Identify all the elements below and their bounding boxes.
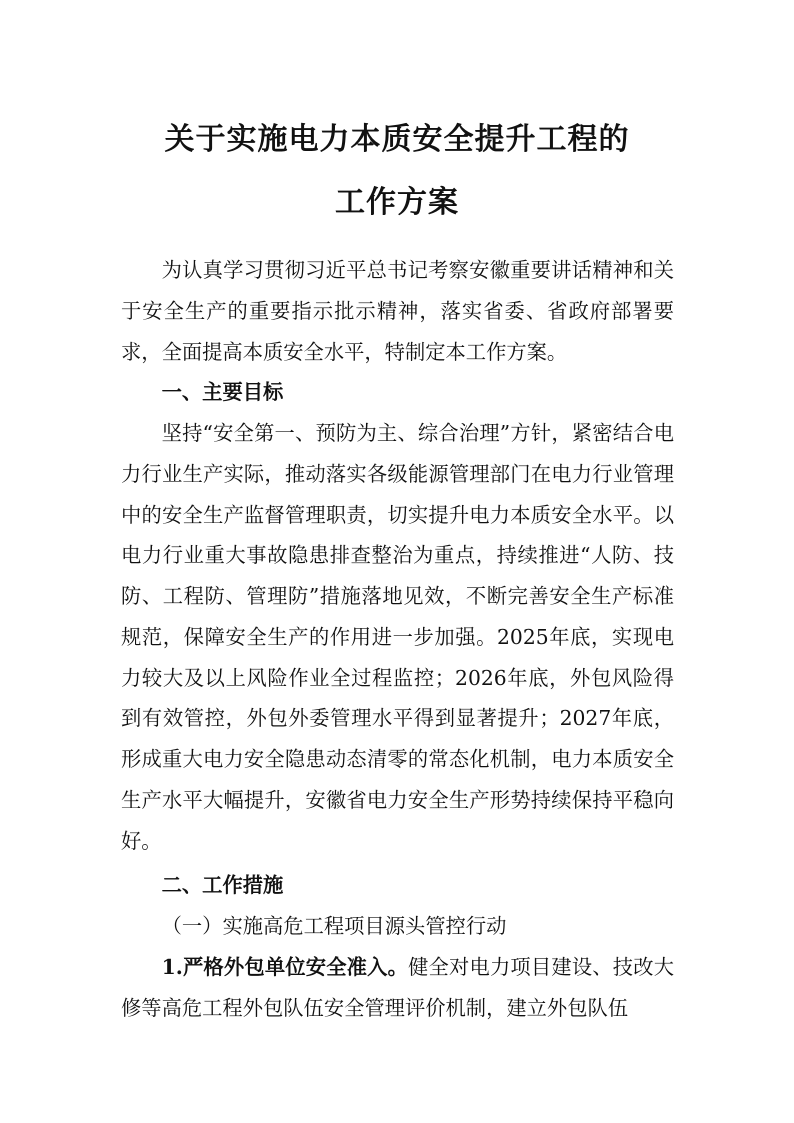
document-title-line2: 工作方案 bbox=[335, 185, 459, 220]
subsection-heading-source-control: （一）实施高危工程项目源头管控行动 bbox=[161, 914, 507, 938]
item-1-paragraph bbox=[121, 947, 674, 1029]
item-1-lead: 1.严格外包单位安全准入。 bbox=[161, 954, 409, 979]
item-1-body: 健全对电力项目建设、技改大修等高危工程外包队伍安全管理评价机制，建立外包队伍 bbox=[121, 954, 674, 1020]
document-title-line1: 关于实施电力本质安全提升工程的 bbox=[164, 122, 630, 157]
intro-paragraph: 为认真学习贯彻习近平总书记考察安徽重要讲话精神和关于安全生产的重要指示批示精神，落实省委、省政府部署要求，全面提高本质安全水平，特制定本工作方案。 bbox=[121, 258, 674, 364]
document-body bbox=[121, 250, 674, 1028]
section-heading-main-goals: 一、主要目标 bbox=[161, 380, 284, 405]
main-goals-paragraph: 坚持“安全第一、预防为主、综合治理”方针，紧密结合电力行业生产实际，推动落实各级能源管理部门在电力行业管理中的安全生产监督管理职责，切实提升电力本质安全水平。以电力行业重大事故隐患排查整治为重点，持续推进“人防、技防、工程防、管理防”措施落地见效，不断完善安全生产标准规范，保障安全生产的作用进一步加强。2025年底，实现电力较大及以上风险作业全过程监控；2026年底，外包风险得到有效管控，外包外委管理水平得到显著提升；2027年底，形成重大电力安全隐患动态清零的常态化机制，电力本质安全生产水平大幅提升，安徽省电力安全生产形势持续保持平稳向好。 bbox=[121, 421, 674, 853]
section-heading-work-measures: 二、工作措施 bbox=[161, 873, 284, 898]
